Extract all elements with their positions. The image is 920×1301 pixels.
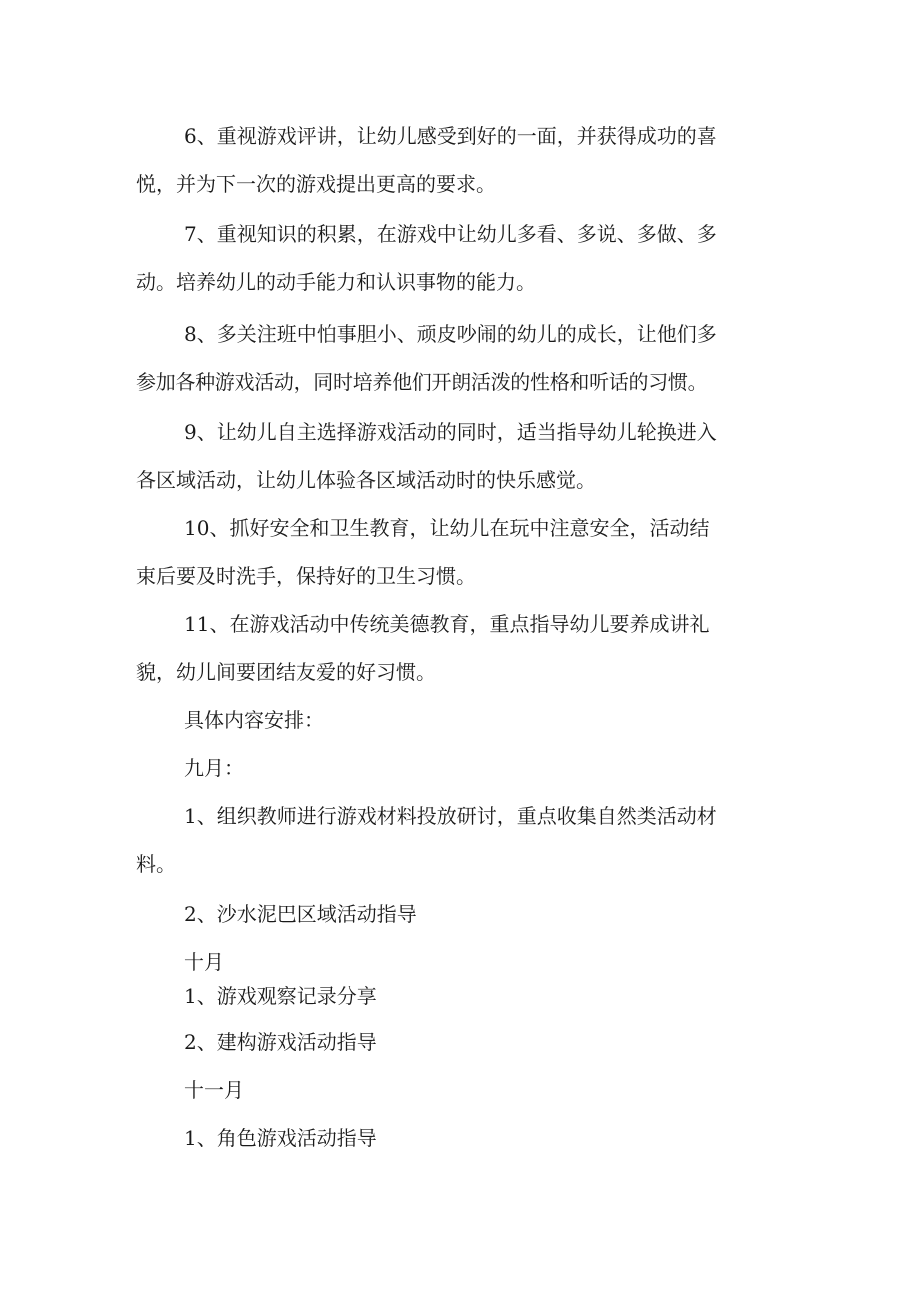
text-line: 具体内容安排： xyxy=(184,708,324,732)
text-line: 9、让幼儿自主选择游戏活动的同时，适当指导幼儿轮换进入 xyxy=(184,420,717,444)
text-line: 6、重视游戏评讲，让幼儿感受到好的一面，并获得成功的喜 xyxy=(184,124,717,148)
text-line: 十月 xyxy=(184,950,224,974)
text-line: 2、建构游戏活动指导 xyxy=(184,1030,377,1054)
text-line: 各区域活动，让幼儿体验各区域活动时的快乐感觉。 xyxy=(136,468,596,492)
month-november xyxy=(136,1066,788,1114)
november-item-1 xyxy=(136,1114,788,1162)
text-line: 悦，并为下一次的游戏提出更高的要求。 xyxy=(136,172,496,196)
text-line: 参加各种游戏活动，同时培养他们开朗活泼的性格和听话的习惯。 xyxy=(136,370,708,394)
paragraph-9 xyxy=(136,408,788,504)
october-item-1 xyxy=(136,972,788,1020)
month-september xyxy=(136,744,788,792)
paragraph-8 xyxy=(136,310,788,406)
text-line: 十一月 xyxy=(184,1078,244,1102)
text-line: 11、在游戏活动中传统美德教育，重点指导幼儿要养成讲礼 xyxy=(184,612,710,636)
text-line: 料。 xyxy=(136,852,176,876)
october-item-2 xyxy=(136,1018,788,1066)
schedule-heading xyxy=(136,696,788,744)
september-item-2 xyxy=(136,890,788,938)
text-line: 1、角色游戏活动指导 xyxy=(184,1126,377,1150)
text-line: 动。培养幼儿的动手能力和认识事物的能力。 xyxy=(136,270,536,294)
paragraph-11 xyxy=(136,600,788,696)
paragraph-7 xyxy=(136,210,788,306)
text-line: 貌，幼儿间要团结友爱的好习惯。 xyxy=(136,660,436,684)
paragraph-10 xyxy=(136,504,788,600)
text-line: 8、多关注班中怕事胆小、顽皮吵闹的幼儿的成长，让他们多 xyxy=(184,322,717,346)
text-line: 2、沙水泥巴区域活动指导 xyxy=(184,902,417,926)
text-line: 10、抓好安全和卫生教育，让幼儿在玩中注意安全，活动结 xyxy=(184,516,710,540)
text-line: 1、游戏观察记录分享 xyxy=(184,984,377,1008)
text-line: 7、重视知识的积累，在游戏中让幼儿多看、多说、多做、多 xyxy=(184,222,717,246)
text-line: 九月： xyxy=(184,756,244,780)
text-line: 1、组织教师进行游戏材料投放研讨，重点收集自然类活动材 xyxy=(184,804,717,828)
paragraph-6 xyxy=(136,112,788,208)
september-item-1 xyxy=(136,792,788,888)
text-line: 束后要及时洗手，保持好的卫生习惯。 xyxy=(136,564,476,588)
